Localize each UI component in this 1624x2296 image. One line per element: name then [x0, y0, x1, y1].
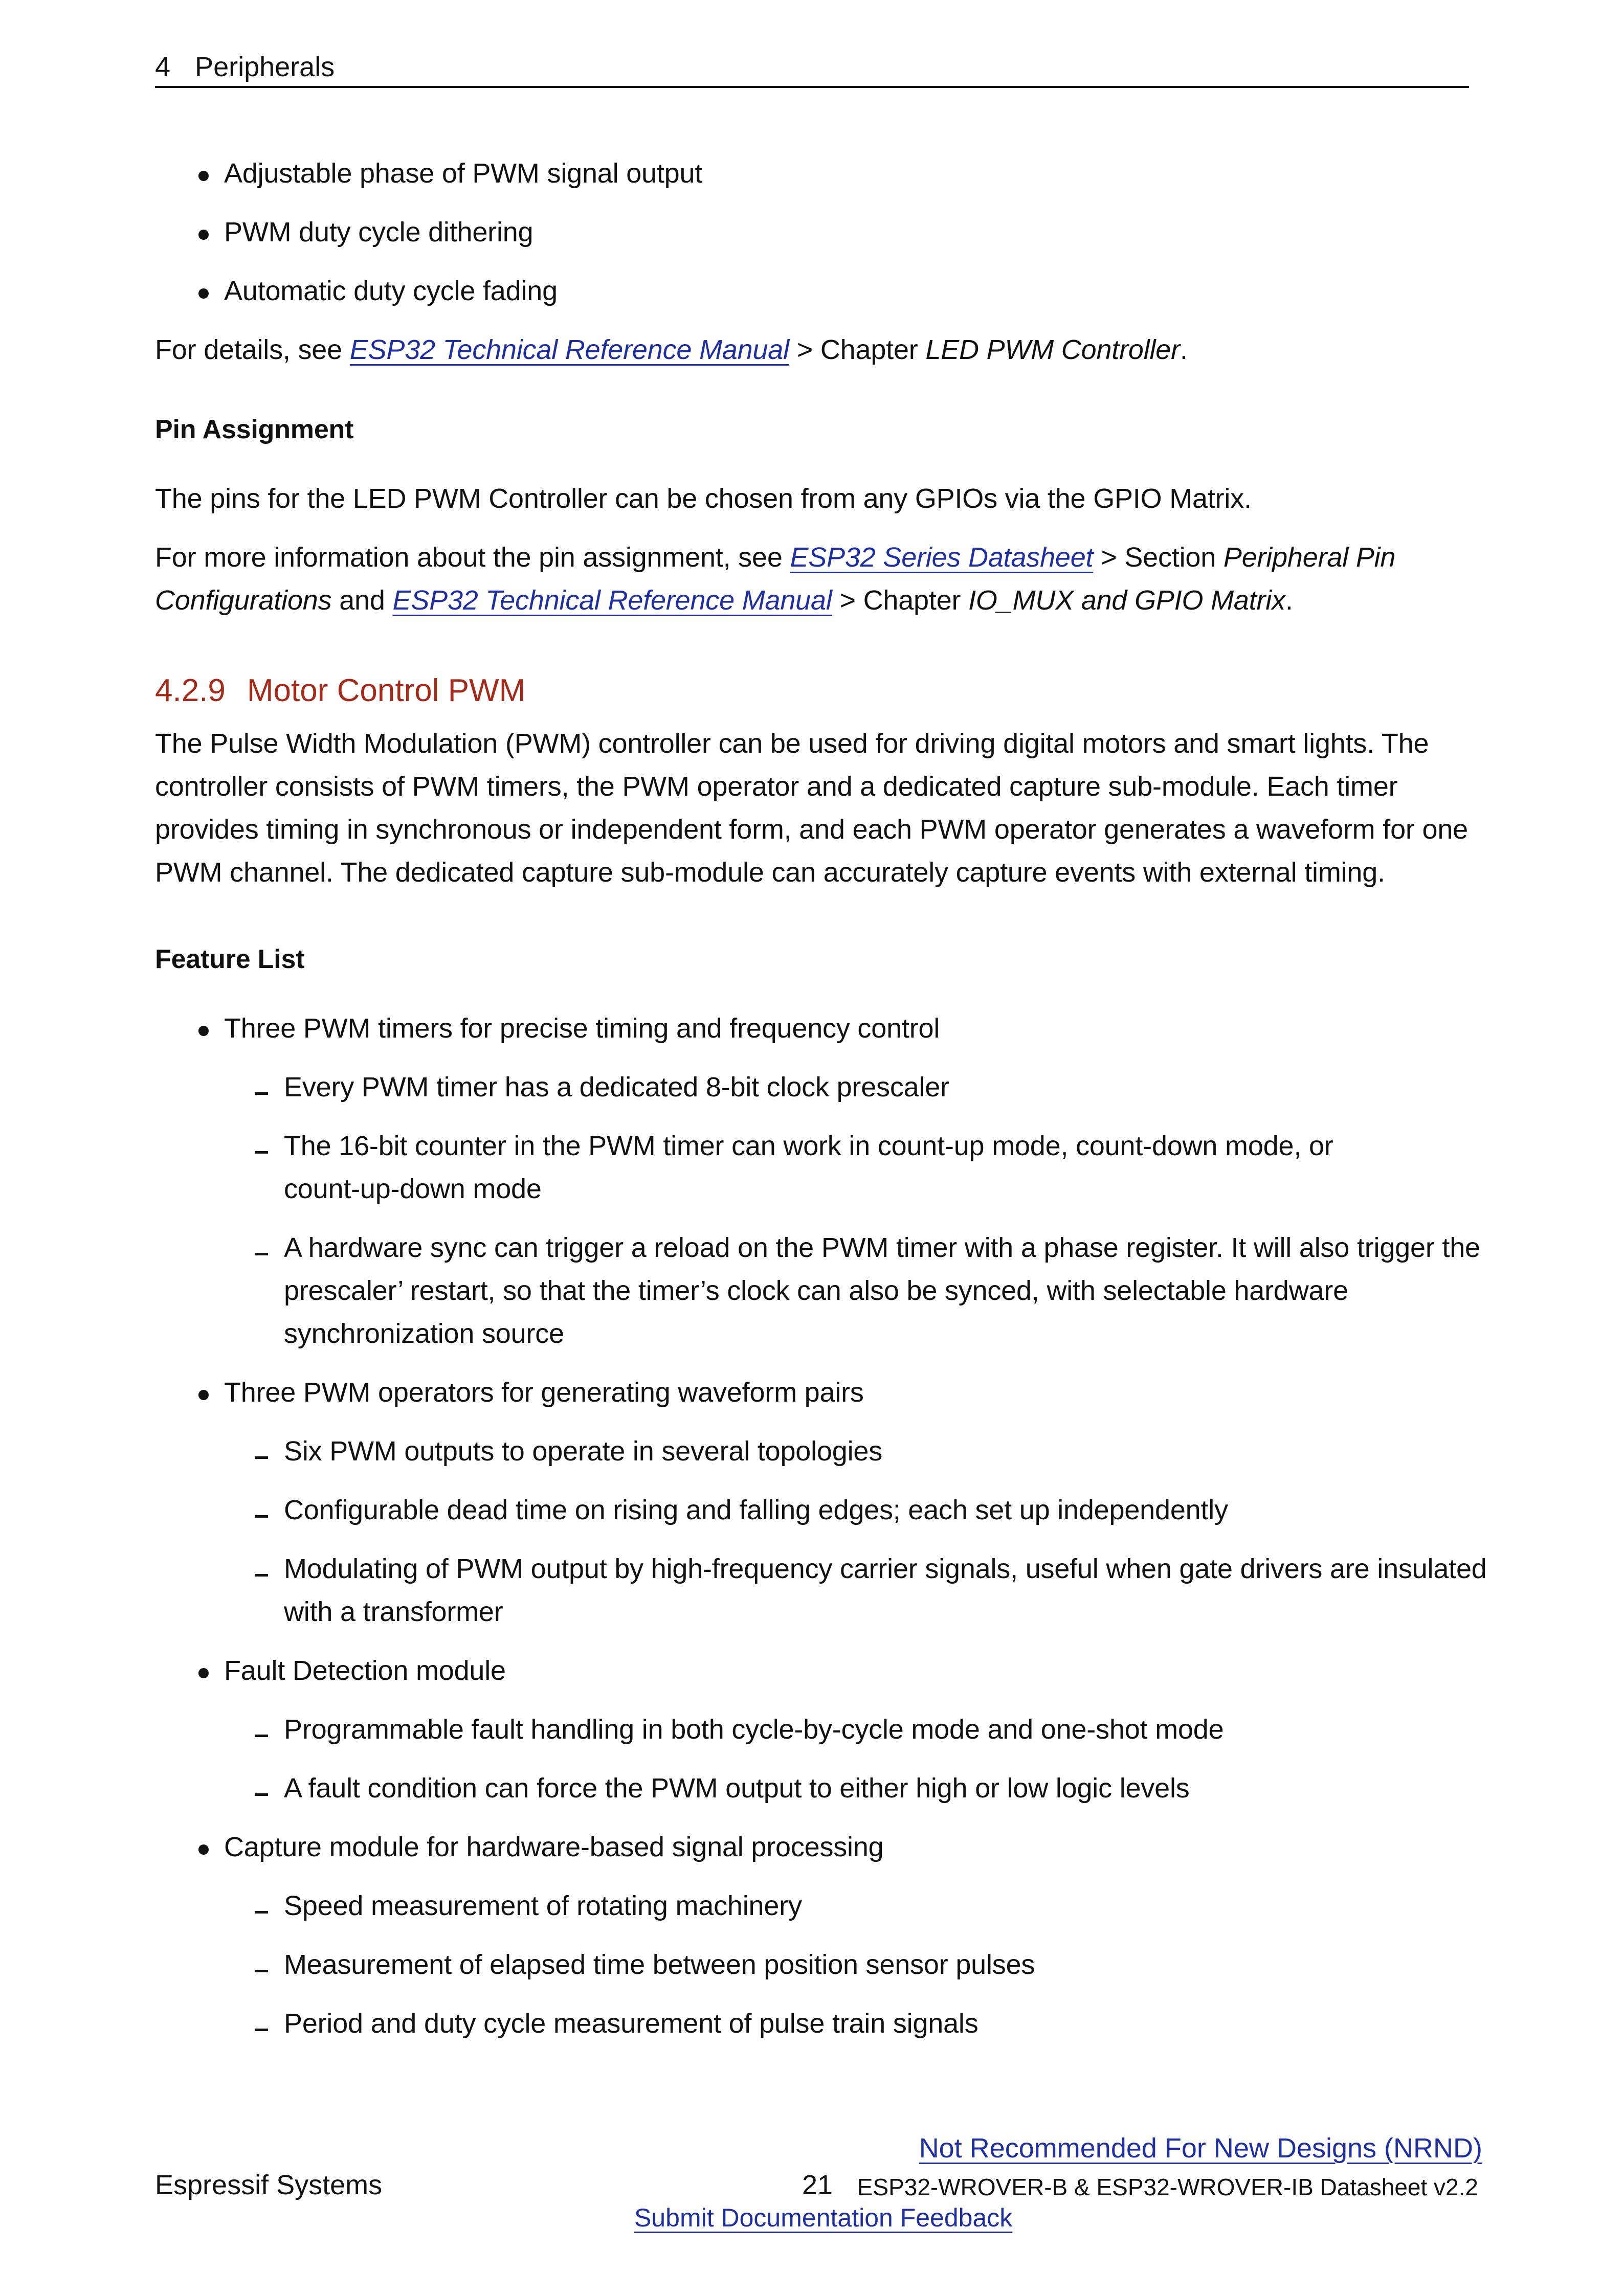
feature-subitem: Modulating of PWM output by high-frequency carrier signals, useful when gate drivers are insulated [284, 1554, 1487, 1584]
feature-subitem-cont: synchronization source [284, 1318, 564, 1349]
dash-icon [255, 1970, 268, 1972]
page-number: 21 [802, 2170, 833, 2200]
intro-line: The Pulse Width Modulation (PWM) controller can be used for driving digital motors and smart lights. The [155, 728, 1429, 759]
bullet-icon [198, 1390, 209, 1400]
trm-link[interactable]: ESP32 Technical Reference Manual [392, 585, 832, 616]
dash-icon [255, 2029, 268, 2031]
paragraph-continued: Configurations and ESP32 Technical Reference Manual > Chapter IO_MUX and GPIO Matrix. [155, 585, 1293, 616]
trm-link[interactable]: ESP32 Technical Reference Manual [349, 334, 789, 365]
series-datasheet-link[interactable]: ESP32 Series Datasheet [790, 542, 1094, 573]
chapter-number: 4 [155, 52, 171, 82]
nrnd-link[interactable]: Not Recommended For New Designs (NRND) [919, 2133, 1482, 2164]
feature-item: Fault Detection module [224, 1655, 506, 1686]
dash-icon [255, 1911, 268, 1914]
intro-line: provides timing in synchronous or independent form, and each PWM operator generates a waveform for one [155, 814, 1468, 845]
dash-icon [255, 1151, 268, 1154]
intro-line: controller consists of PWM timers, the PWM operator and a dedicated capture sub-module. Each timer [155, 771, 1398, 802]
feature-subitem: A hardware sync can trigger a reload on the PWM timer with a phase register. It will also trigger the [284, 1232, 1480, 1263]
feature-subitem-cont: with a transformer [284, 1596, 503, 1627]
feature-subitem: Configurable dead time on rising and falling edges; each set up independently [284, 1495, 1228, 1525]
feature-subitem: Period and duty cycle measurement of pulse train signals [284, 2008, 978, 2039]
subsection-heading: Feature List [155, 944, 305, 974]
feedback-link[interactable]: Submit Documentation Feedback [634, 2203, 1013, 2232]
section-heading [155, 672, 525, 709]
subsection-heading: Pin Assignment [155, 415, 354, 444]
bullet-icon [198, 1668, 209, 1678]
feature-subitem: Programmable fault handling in both cycle-by-cycle mode and one-shot mode [284, 1714, 1224, 1745]
intro-line: PWM channel. The dedicated capture sub-module can accurately capture events with external timing. [155, 857, 1385, 888]
footer-company: Espressif Systems [155, 2170, 383, 2200]
chapter-title: Peripherals [195, 52, 335, 82]
dash-icon [255, 1793, 268, 1796]
feature-subitem-cont: count-up-down mode [284, 1174, 542, 1204]
feature-subitem: Six PWM outputs to operate in several topologies [284, 1436, 883, 1467]
footer-doc-title: ESP32-WROVER-B & ESP32-WROVER-IB Datasheet v2.2 [857, 2174, 1478, 2200]
feature-subitem: Measurement of elapsed time between position sensor pulses [284, 1949, 1035, 1980]
paragraph: For more information about the pin assignment, see ESP32 Series Datasheet > Section Peripheral Pin [155, 542, 1396, 573]
bullet-icon [198, 1844, 209, 1855]
feature-item: Capture module for hardware-based signal processing [224, 1832, 884, 1862]
feature-subitem: Every PWM timer has a dedicated 8-bit clock prescaler [284, 1072, 949, 1102]
feature-subitem: A fault condition can force the PWM output to either high or low logic levels [284, 1773, 1190, 1804]
feature-subitem: Speed measurement of rotating machinery [284, 1890, 802, 1921]
dash-icon [255, 1515, 268, 1518]
dash-icon [255, 1735, 268, 1737]
feature-subitem: The 16-bit counter in the PWM timer can work in count-up mode, count-down mode, or [284, 1131, 1333, 1161]
list-item: PWM duty cycle dithering [224, 217, 533, 247]
list-item: Adjustable phase of PWM signal output [224, 158, 703, 189]
feature-item: Three PWM operators for generating waveform pairs [224, 1377, 864, 1408]
bullet-icon [198, 1026, 209, 1036]
header-rule [155, 86, 1469, 88]
details-paragraph: For details, see ESP32 Technical Reference Manual > Chapter LED PWM Controller. [155, 334, 1188, 365]
bullet-icon [198, 171, 209, 181]
section-title: Motor Control PWM [247, 673, 526, 708]
dash-icon [255, 1092, 268, 1095]
dash-icon [255, 1253, 268, 1255]
bullet-icon [198, 230, 209, 240]
dash-icon [255, 1456, 268, 1459]
feature-item: Three PWM timers for precise timing and frequency control [224, 1013, 940, 1044]
running-header [155, 51, 335, 83]
section-number: 4.2.9 [155, 673, 226, 708]
list-item: Automatic duty cycle fading [224, 276, 558, 306]
bullet-icon [198, 288, 209, 299]
dash-icon [255, 1574, 268, 1577]
paragraph: The pins for the LED PWM Controller can be chosen from any GPIOs via the GPIO Matrix. [155, 483, 1252, 514]
feature-subitem-cont: prescaler’ restart, so that the timer’s clock can also be synced, with selectable hardware [284, 1275, 1348, 1306]
